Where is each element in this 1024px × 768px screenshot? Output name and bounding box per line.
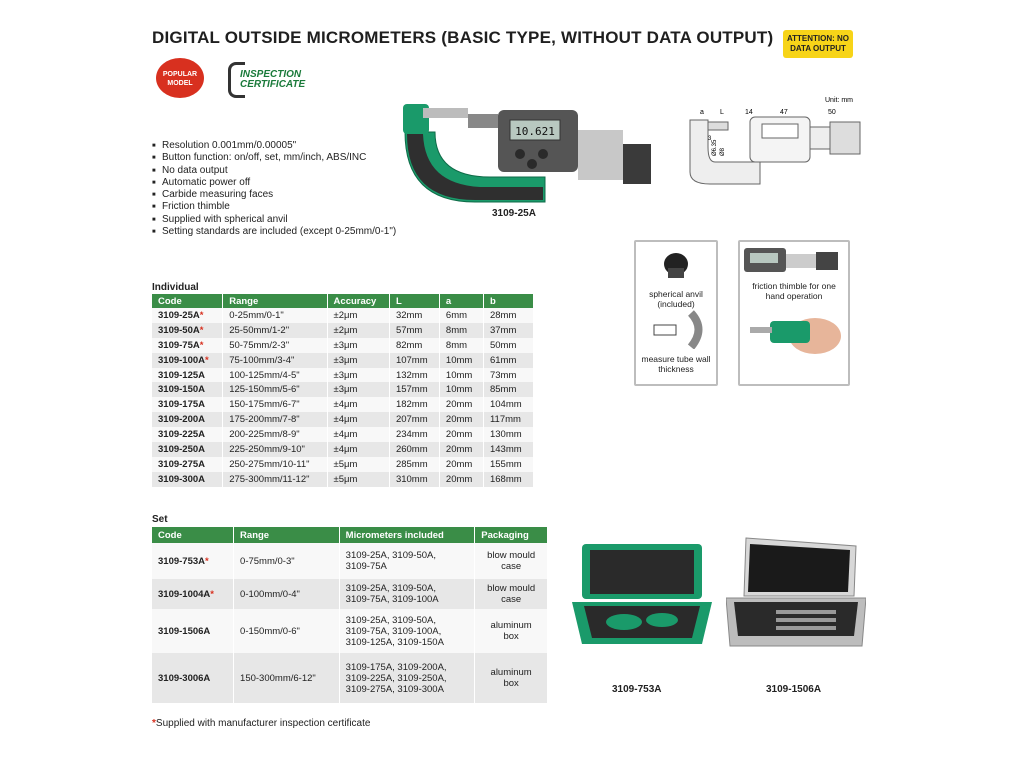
cell-code: 3109-100A* <box>152 353 223 368</box>
cell-range: 25-50mm/1-2" <box>223 323 327 338</box>
cell-code: 3109-275A <box>152 457 223 472</box>
cell-a: 10mm <box>439 368 483 383</box>
cell-range: 250-275mm/10-11" <box>223 457 327 472</box>
set-cell-range: 0-150mm/0-6" <box>234 609 340 653</box>
cell-range: 150-175mm/6-7" <box>223 397 327 412</box>
cell-L: 132mm <box>389 368 439 383</box>
dim-spindle-dia: Ø6.35 <box>712 139 718 156</box>
feature-item: ■ Friction thimble <box>152 201 442 213</box>
set-col-range: Range <box>234 527 340 543</box>
cell-code: 3109-75A* <box>152 338 223 353</box>
cell-range: 275-300mm/11-12" <box>223 472 327 487</box>
set-col-packaging: Packaging <box>475 527 548 543</box>
cell-acc: ±2μm <box>327 308 389 323</box>
dim-L: L <box>720 109 724 116</box>
spherical-anvil-inset <box>634 240 718 386</box>
cell-acc: ±3μm <box>327 353 389 368</box>
cell-b: 61mm <box>483 353 533 368</box>
cell-code: 3109-175A <box>152 397 223 412</box>
cell-code: 3109-250A <box>152 442 223 457</box>
set-cell-code: 3109-1004A* <box>152 579 234 609</box>
set-cell-included: 3109-175A, 3109-200A, 3109-225A, 3109-250A, 3109-275A, 3109-300A <box>339 653 475 703</box>
cell-acc: ±4μm <box>327 442 389 457</box>
popular-model-badge: POPULAR MODEL <box>156 58 204 98</box>
aluminum-box-photo <box>726 536 866 648</box>
cell-b: 28mm <box>483 308 533 323</box>
cell-L: 207mm <box>389 412 439 427</box>
cell-code: 3109-25A* <box>152 308 223 323</box>
col-range: Range <box>223 294 327 308</box>
cell-code: 3109-200A <box>152 412 223 427</box>
set-header-row <box>152 527 548 543</box>
cell-range: 125-150mm/5-6" <box>223 382 327 397</box>
individual-row <box>152 368 534 383</box>
feature-item: ■ Automatic power off <box>152 177 442 189</box>
certificate-star: * <box>205 354 209 366</box>
friction-thimble-label: friction thimble for one hand operation <box>752 281 836 301</box>
set-row <box>152 653 548 703</box>
cell-range: 100-125mm/4-5" <box>223 368 327 383</box>
set-cell-packaging: aluminum box <box>475 609 548 653</box>
feature-item: ■ No data output <box>152 165 442 177</box>
col-accuracy: Accuracy <box>327 294 389 308</box>
set-cell-included: 3109-25A, 3109-50A, 3109-75A <box>339 543 475 579</box>
cell-a: 10mm <box>439 353 483 368</box>
cell-acc: ±5μm <box>327 472 389 487</box>
col-L: L <box>389 294 439 308</box>
set-cell-packaging: aluminum box <box>475 653 548 703</box>
cell-code: 3109-225A <box>152 427 223 442</box>
dimension-drawing <box>680 92 865 192</box>
feature-item: ■ Supplied with spherical anvil <box>152 214 442 226</box>
individual-row <box>152 382 534 397</box>
cell-code: 3109-300A <box>152 472 223 487</box>
cell-L: 310mm <box>389 472 439 487</box>
unit-label: Unit: mm <box>825 97 853 104</box>
footnote-star: * <box>152 718 156 729</box>
cell-a: 8mm <box>439 323 483 338</box>
individual-table <box>152 294 534 487</box>
individual-row <box>152 338 534 353</box>
set-cell-packaging: blow mould case <box>475 543 548 579</box>
spherical-anvil-icon <box>636 242 716 282</box>
set-cell-code: 3109-753A* <box>152 543 234 579</box>
set-row <box>152 579 548 609</box>
cell-L: 260mm <box>389 442 439 457</box>
cell-L: 82mm <box>389 338 439 353</box>
cell-a: 20mm <box>439 457 483 472</box>
cell-a: 20mm <box>439 427 483 442</box>
cell-b: 85mm <box>483 382 533 397</box>
certificate-star: * <box>210 588 214 600</box>
individual-row <box>152 308 534 323</box>
individual-row <box>152 397 534 412</box>
cell-range: 0-25mm/0-1" <box>223 308 327 323</box>
set-col-included: Micrometers included <box>339 527 475 543</box>
set-cell-included: 3109-25A, 3109-50A, 3109-75A, 3109-100A <box>339 579 475 609</box>
set-cell-range: 0-75mm/0-3" <box>234 543 340 579</box>
cell-acc: ±4μm <box>327 427 389 442</box>
set-cell-code: 3109-1506A <box>152 609 234 653</box>
measure-tube-icon <box>636 309 716 349</box>
cell-range: 50-75mm/2-3" <box>223 338 327 353</box>
cell-a: 20mm <box>439 472 483 487</box>
cell-range: 200-225mm/8-9" <box>223 427 327 442</box>
certificate-star: * <box>199 309 204 321</box>
set-cell-code: 3109-3006A <box>152 653 234 703</box>
certificate-star: * <box>199 339 204 351</box>
cell-a: 10mm <box>439 382 483 397</box>
dim-3: 3 <box>708 136 712 142</box>
cell-b: 143mm <box>483 442 533 457</box>
cell-acc: ±4μm <box>327 412 389 427</box>
cell-b: 168mm <box>483 472 533 487</box>
individual-section-label: Individual <box>152 282 199 293</box>
cell-b: 117mm <box>483 412 533 427</box>
page-title: DIGITAL OUTSIDE MICROMETERS (BASIC TYPE, WITHOUT DATA OUTPUT) <box>152 28 774 47</box>
cell-acc: ±5μm <box>327 457 389 472</box>
cell-acc: ±3μm <box>327 382 389 397</box>
cell-b: 104mm <box>483 397 533 412</box>
cell-a: 20mm <box>439 397 483 412</box>
cell-a: 20mm <box>439 412 483 427</box>
inspection-certificate-logo <box>228 62 328 94</box>
individual-header-row <box>152 294 534 308</box>
attention-badge: ATTENTION: NO DATA OUTPUT <box>783 30 853 58</box>
individual-row <box>152 472 534 487</box>
cell-b: 50mm <box>483 338 533 353</box>
feature-item: ■ Carbide measuring faces <box>152 189 442 201</box>
cell-L: 57mm <box>389 323 439 338</box>
set-section-label: Set <box>152 514 168 525</box>
individual-row <box>152 442 534 457</box>
feature-item: ■ Setting standards are included (except 0-25mm/0-1") <box>152 226 442 238</box>
cell-b: 130mm <box>483 427 533 442</box>
blow-mould-case-photo <box>572 542 712 647</box>
cell-L: 234mm <box>389 427 439 442</box>
certificate-star: * <box>205 555 209 567</box>
cell-range: 75-100mm/3-4" <box>223 353 327 368</box>
cell-L: 32mm <box>389 308 439 323</box>
individual-row <box>152 457 534 472</box>
cell-b: 155mm <box>483 457 533 472</box>
dim-a: a <box>700 109 704 116</box>
col-a: a <box>439 294 483 308</box>
cell-L: 107mm <box>389 353 439 368</box>
cell-b: 73mm <box>483 368 533 383</box>
cell-L: 285mm <box>389 457 439 472</box>
certificate-logo-text: INSPECTION CERTIFICATE <box>240 69 306 90</box>
set-cell-packaging: blow mould case <box>475 579 548 609</box>
set-cell-included: 3109-25A, 3109-50A, 3109-75A, 3109-100A, 3109-125A, 3109-150A <box>339 609 475 653</box>
friction-thimble-inset <box>738 240 850 386</box>
case-caption-753A: 3109-753A <box>612 684 662 695</box>
col-b: b <box>483 294 533 308</box>
cell-range: 225-250mm/9-10" <box>223 442 327 457</box>
feature-item: ■ Button function: on/off, set, mm/inch, ABS/INC <box>152 152 442 164</box>
cell-code: 3109-125A <box>152 368 223 383</box>
footnote-text: Supplied with manufacturer inspection certificate <box>155 718 371 729</box>
feature-list <box>152 140 442 238</box>
feature-item: ■ Resolution 0.001mm/0.00005" <box>152 140 442 152</box>
case-caption-1506A: 3109-1506A <box>766 684 822 695</box>
set-cell-range: 150-300mm/6-12" <box>234 653 340 703</box>
dim-anvil-dia: Ø8 <box>720 147 726 156</box>
cell-acc: ±4μm <box>327 397 389 412</box>
hand-operation-photo <box>740 301 848 359</box>
set-row <box>152 543 548 579</box>
set-cell-range: 0-100mm/0-4" <box>234 579 340 609</box>
cell-b: 37mm <box>483 323 533 338</box>
cell-range: 175-200mm/7-8" <box>223 412 327 427</box>
individual-row <box>152 412 534 427</box>
footnote <box>152 718 370 729</box>
cell-L: 182mm <box>389 397 439 412</box>
dim-50: 50 <box>828 109 836 116</box>
cell-a: 8mm <box>439 338 483 353</box>
cell-acc: ±3μm <box>327 338 389 353</box>
certificate-star: * <box>199 324 204 336</box>
spherical-anvil-label: spherical anvil (included) <box>649 289 703 309</box>
cell-acc: ±2μm <box>327 323 389 338</box>
cell-L: 157mm <box>389 382 439 397</box>
cell-code: 3109-150A <box>152 382 223 397</box>
friction-thimble-photo <box>740 242 848 276</box>
cell-code: 3109-50A* <box>152 323 223 338</box>
cell-a: 6mm <box>439 308 483 323</box>
cell-a: 20mm <box>439 442 483 457</box>
individual-row <box>152 427 534 442</box>
measure-tube-label: measure tube wall thickness <box>641 354 711 374</box>
dim-14: 14 <box>745 109 753 116</box>
set-table <box>152 527 548 703</box>
individual-row <box>152 323 534 338</box>
dim-47: 47 <box>780 109 788 116</box>
individual-row <box>152 353 534 368</box>
set-row <box>152 609 548 653</box>
col-code: Code <box>152 294 223 308</box>
display-reading: 10.621 <box>515 125 555 138</box>
set-col-code: Code <box>152 527 234 543</box>
cell-acc: ±3μm <box>327 368 389 383</box>
product-caption: 3109-25A <box>492 208 536 219</box>
